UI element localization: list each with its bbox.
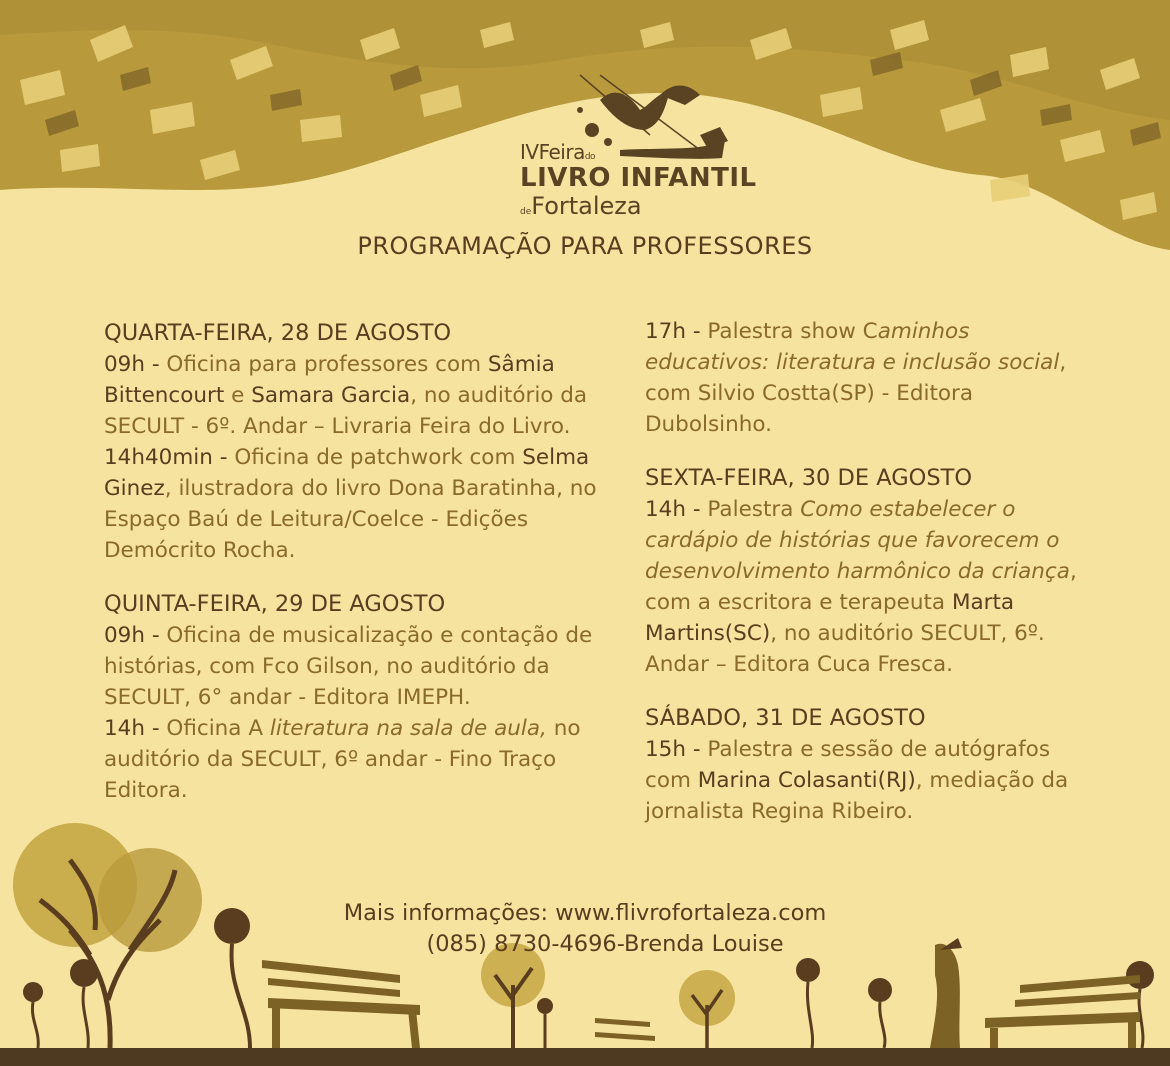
day-title: QUARTA-FEIRA, 28 DE AGOSTO (104, 320, 452, 346)
schedule-left-column (104, 318, 614, 806)
contact-footer (0, 898, 1170, 960)
logo-city: deFortaleza (520, 192, 642, 220)
day-thursday-continued (645, 316, 1085, 440)
event-item: 15h - Palestra e sessão de autógrafos com Marina Colasanti(RJ), mediação da jornalista Regina Ribeiro. (645, 737, 1069, 824)
info-website: Mais informações: www.flivrofortaleza.com (343, 900, 827, 926)
day-thursday (104, 589, 614, 806)
info-phone: (085) 8730-4696-Brenda Louise (426, 931, 784, 957)
day-title: SÁBADO, 31 DE AGOSTO (645, 705, 926, 731)
event-item: 09h - Oficina de musicalização e contação de histórias, com Fco Gilson, no auditório da SECULT, 6° andar - Editora IMEPH. (104, 623, 593, 710)
page-title: PROGRAMAÇÃO PARA PROFESSORES (357, 232, 813, 260)
event-item: 17h - Palestra show Caminhos educativos: literatura e inclusão social, com Silvio Costta(SP) - Editora Dubolsinho. (645, 319, 1067, 437)
event-item: 09h - Oficina para professores com Sâmia Bittencourt e Samara Garcia, no auditório da SECULT - 6º. Andar – Livraria Feira do Livro. (104, 352, 588, 439)
logo-edition: IVFeirado (520, 140, 596, 164)
day-friday (645, 463, 1085, 680)
day-saturday (645, 703, 1085, 827)
schedule-right-column (645, 316, 1085, 827)
logo-title: LIVRO INFANTIL (520, 163, 757, 193)
day-wednesday (104, 318, 614, 566)
logo (520, 60, 760, 220)
day-title: SEXTA-FEIRA, 30 DE AGOSTO (645, 465, 973, 491)
event-item: 14h - Oficina A literatura na sala de aula, no auditório da SECULT, 6º andar - Fino Traço Editora. (104, 716, 581, 803)
event-item: 14h40min - Oficina de patchwork com Selma Ginez, ilustradora do livro Dona Baratinha, no Espaço Baú de Leitura/Coelce - Edições Demócrito Rocha. (104, 445, 597, 563)
event-item: 14h - Palestra Como estabelecer o cardápio de histórias que favorecem o desenvolvimento harmônico da criança, com a escritora e terapeuta Marta Martins(SC), no auditório SECULT, 6º. Andar – Editora Cuca Fresca. (645, 497, 1077, 677)
day-title: QUINTA-FEIRA, 29 DE AGOSTO (104, 591, 446, 617)
